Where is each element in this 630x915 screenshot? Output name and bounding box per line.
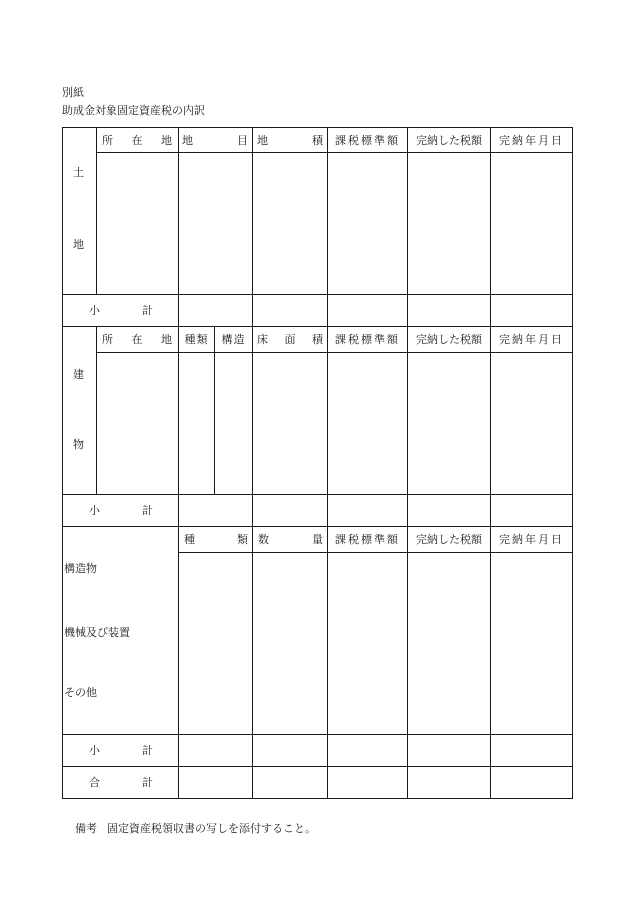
land-header-paid-date: 完納年月日 <box>499 133 564 147</box>
land-header-category: 地 目 <box>182 133 248 147</box>
land-side-char-1: 土 <box>73 166 84 179</box>
building-header-location: 所 在 地 <box>102 333 172 346</box>
building-header-floor-area: 床 面 積 <box>257 333 323 346</box>
building-header-paid-tax: 完納した税額 <box>416 333 482 346</box>
building-header-tax-base: 課税標準額 <box>335 333 400 346</box>
attachment-label: 別紙 <box>62 86 84 99</box>
note-label: 備考 <box>75 822 97 835</box>
grand-total-label: 合 計 <box>89 776 153 789</box>
building-header-structure: 構造 <box>221 333 246 346</box>
building-side-char-1: 建 <box>73 368 84 381</box>
page-title: 助成金対象固定資産税の内訳 <box>62 104 205 117</box>
building-subtotal-label: 小 計 <box>89 504 153 517</box>
other-side-machinery: 機械及び装置 <box>64 626 130 639</box>
land-header-paid-tax: 完納した税額 <box>416 133 482 147</box>
other-header-kind: 種 類 <box>184 533 248 546</box>
other-side-misc: その他 <box>64 686 97 699</box>
other-subtotal-label: 小 計 <box>89 744 153 757</box>
other-header-paid-tax: 完納した税額 <box>416 533 482 546</box>
other-header-quantity: 数 量 <box>258 533 323 546</box>
land-header-tax-base: 課税標準額 <box>335 133 400 147</box>
other-side-structures: 構造物 <box>64 562 97 575</box>
land-header-area: 地 積 <box>257 133 323 147</box>
other-header-tax-base: 課税標準額 <box>335 533 400 546</box>
other-header-paid-date: 完納年月日 <box>499 533 564 546</box>
building-header-kind: 種類 <box>184 333 209 346</box>
land-side-char-2: 地 <box>73 238 84 251</box>
building-side-char-2: 物 <box>73 438 84 451</box>
note-text: 固定資産税領収書の写しを添付すること。 <box>107 822 316 835</box>
building-header-paid-date: 完納年月日 <box>499 333 564 346</box>
land-subtotal-label: 小 計 <box>89 304 153 317</box>
land-header-location: 所 在 地 <box>102 133 172 147</box>
